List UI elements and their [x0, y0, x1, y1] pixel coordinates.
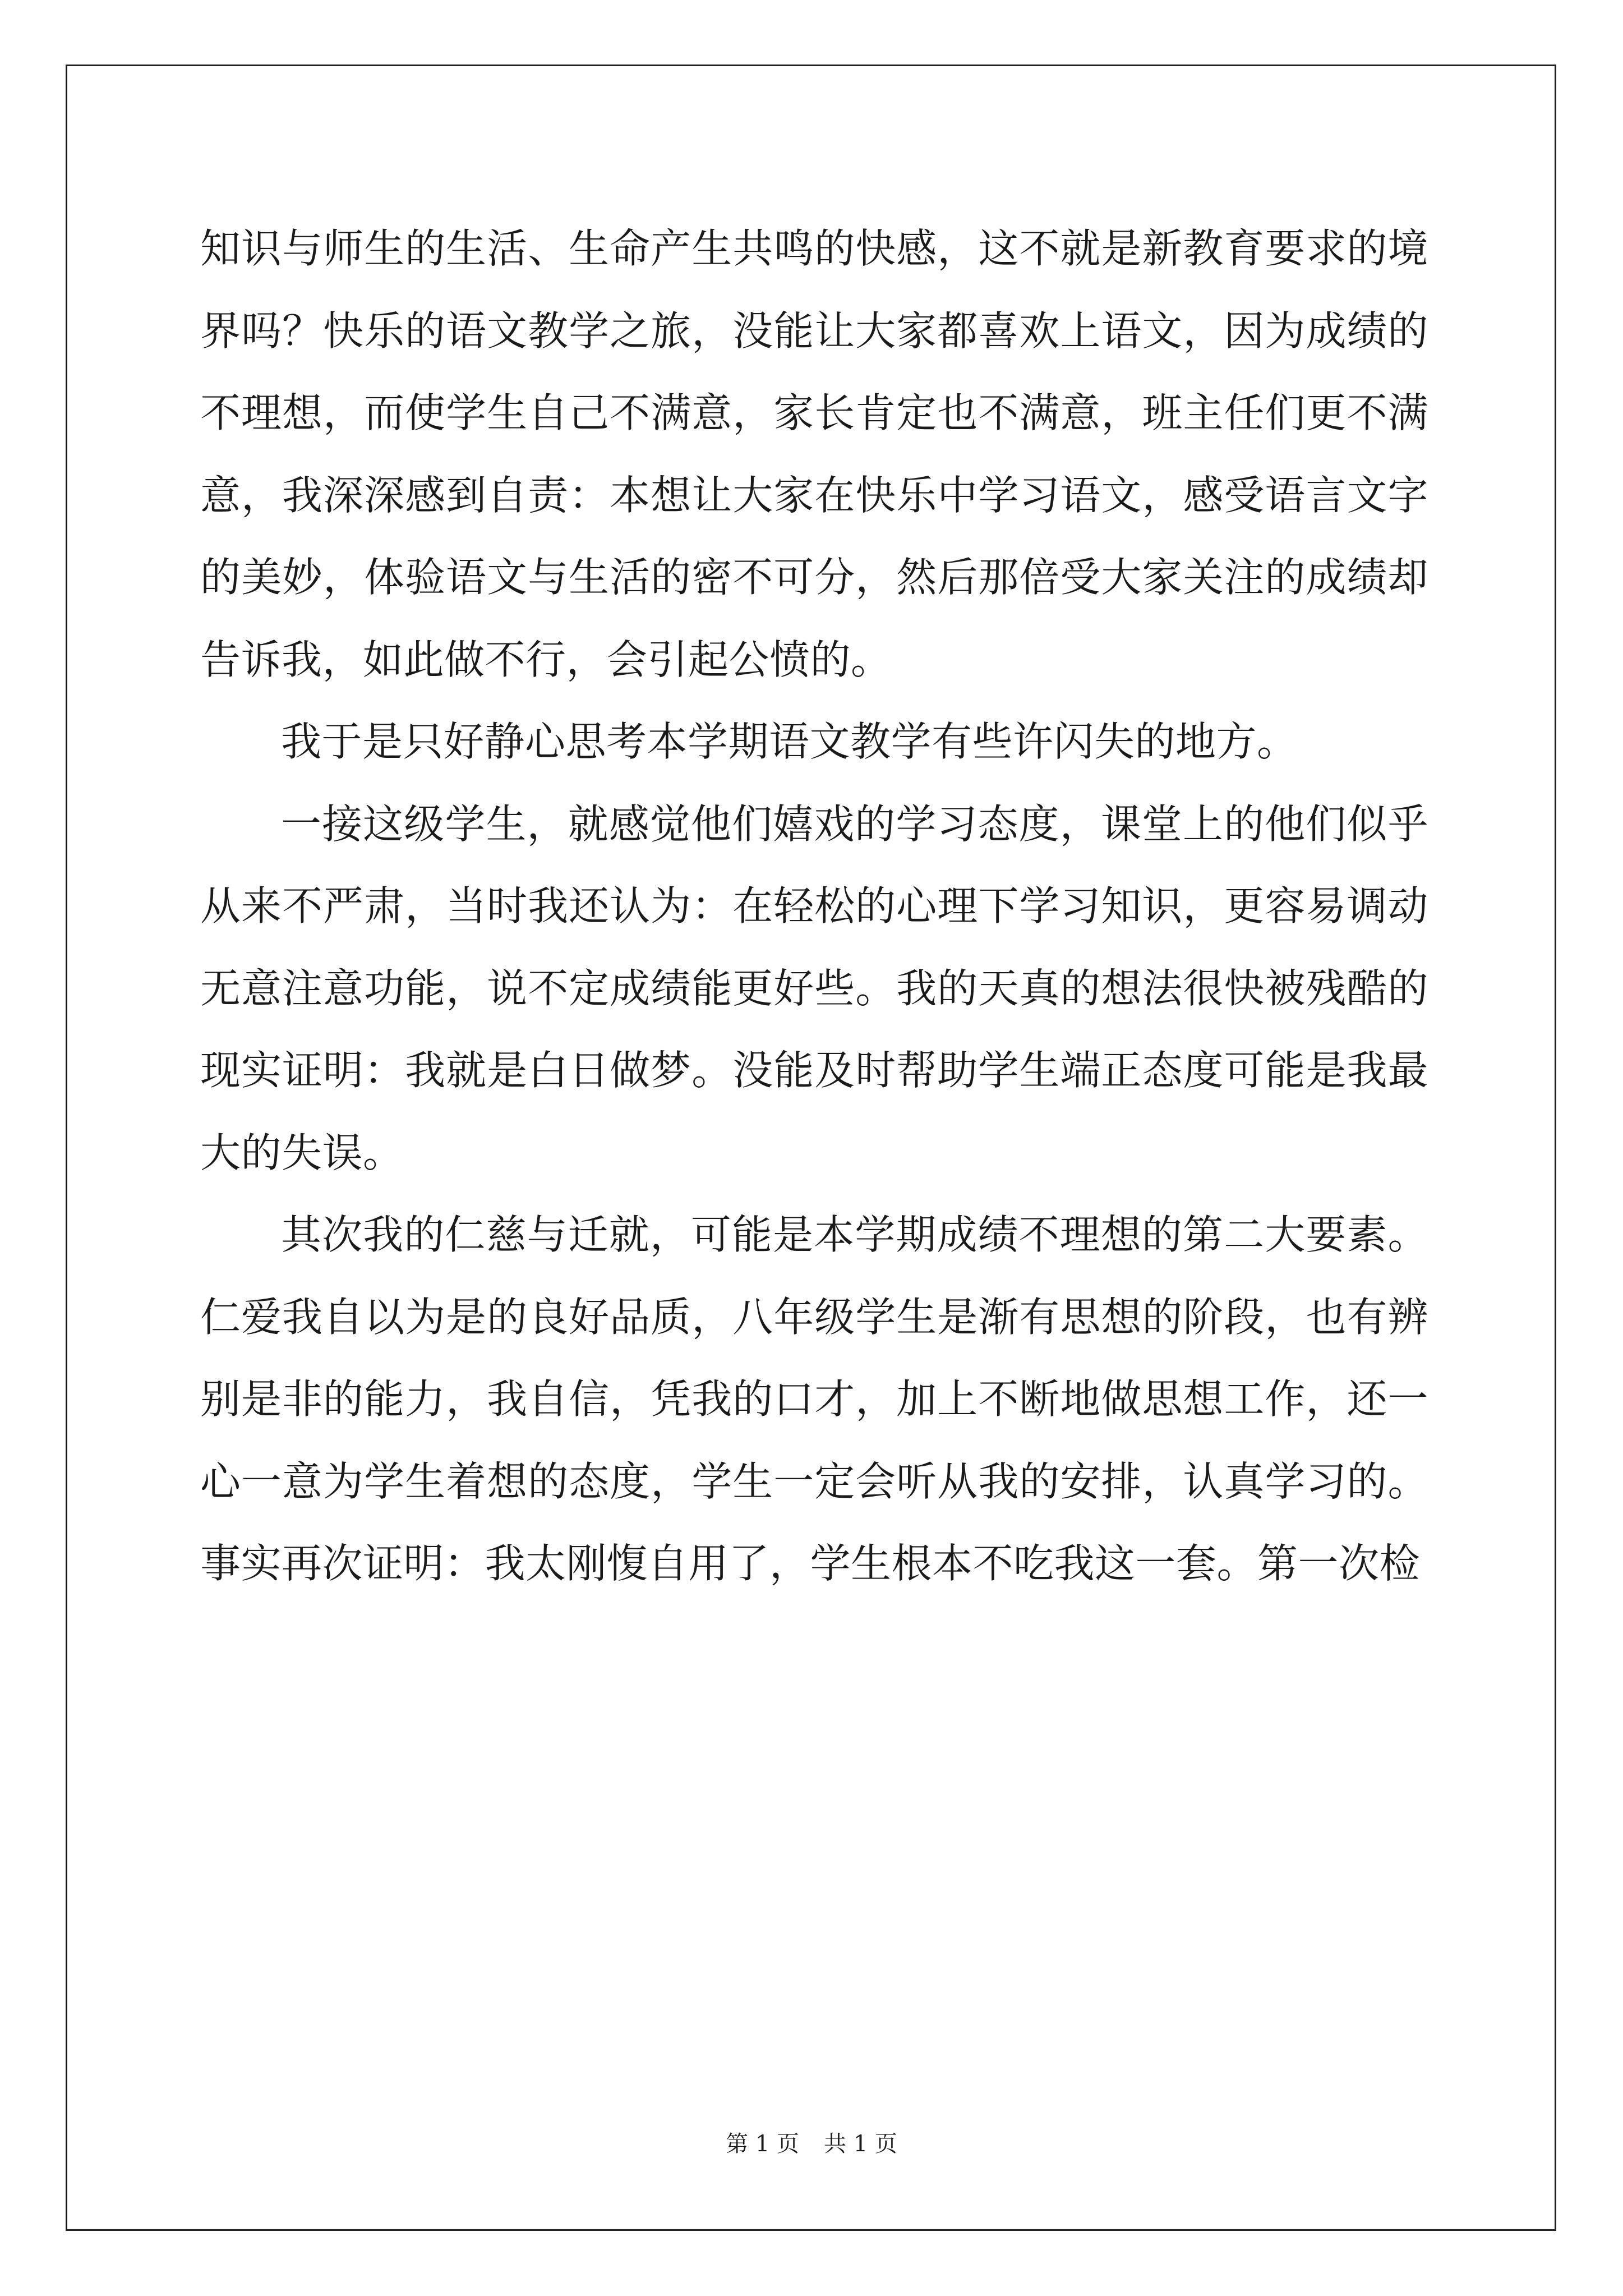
page-number: 第 1 页: [726, 2131, 799, 2157]
page-footer: [0, 2126, 1623, 2158]
paragraph: 其次我的仁慈与迁就，可能是本学期成绩不理想的第二大要素。仁爱我自以为是的良好品质，八年级学生是渐有思想的阶段，也有辨别是非的能力，我自信，凭我的口才，加上不断地做思想工作，还一心一意为学生着想的态度，学生一定会听从我的安排，认真学习的。事实再次证明：我太刚愎自用了，学生根本不吃我这一套。第一次检: [200, 1211, 1428, 1587]
paragraph-continued: 知识与师生的生活、生命产生共鸣的快感，这不就是新教育要求的境界吗？快乐的语文教学之旅，没能让大家都喜欢上语文，因为成绩的不理想，而使学生自己不满意，家长肯定也不满意，班主任们更不满意，我深深感到自责：本想让大家在快乐中学习语文，感受语言文字的美妙，体验语文与生活的密不可分，然后那倍受大家关注的成绩却告诉我，如此做不行，会引起公愤的。: [200, 225, 1428, 683]
paragraph: 我于是只好静心思考本学期语文教学有些许闪失的地方。: [281, 718, 1298, 765]
document-body: [200, 208, 1428, 1605]
page-total: 共 1 页: [824, 2131, 897, 2157]
paragraph: 一接这级学生，就感觉他们嬉戏的学习态度，课堂上的他们似乎从来不严肃，当时我还认为：在轻松的心理下学习知识，更容易调动无意注意功能，说不定成绩能更好些。我的天真的想法很快被残酷的现实证明：我就是白日做梦。没能及时帮助学生端正态度可能是我最大的失误。: [200, 800, 1428, 1176]
